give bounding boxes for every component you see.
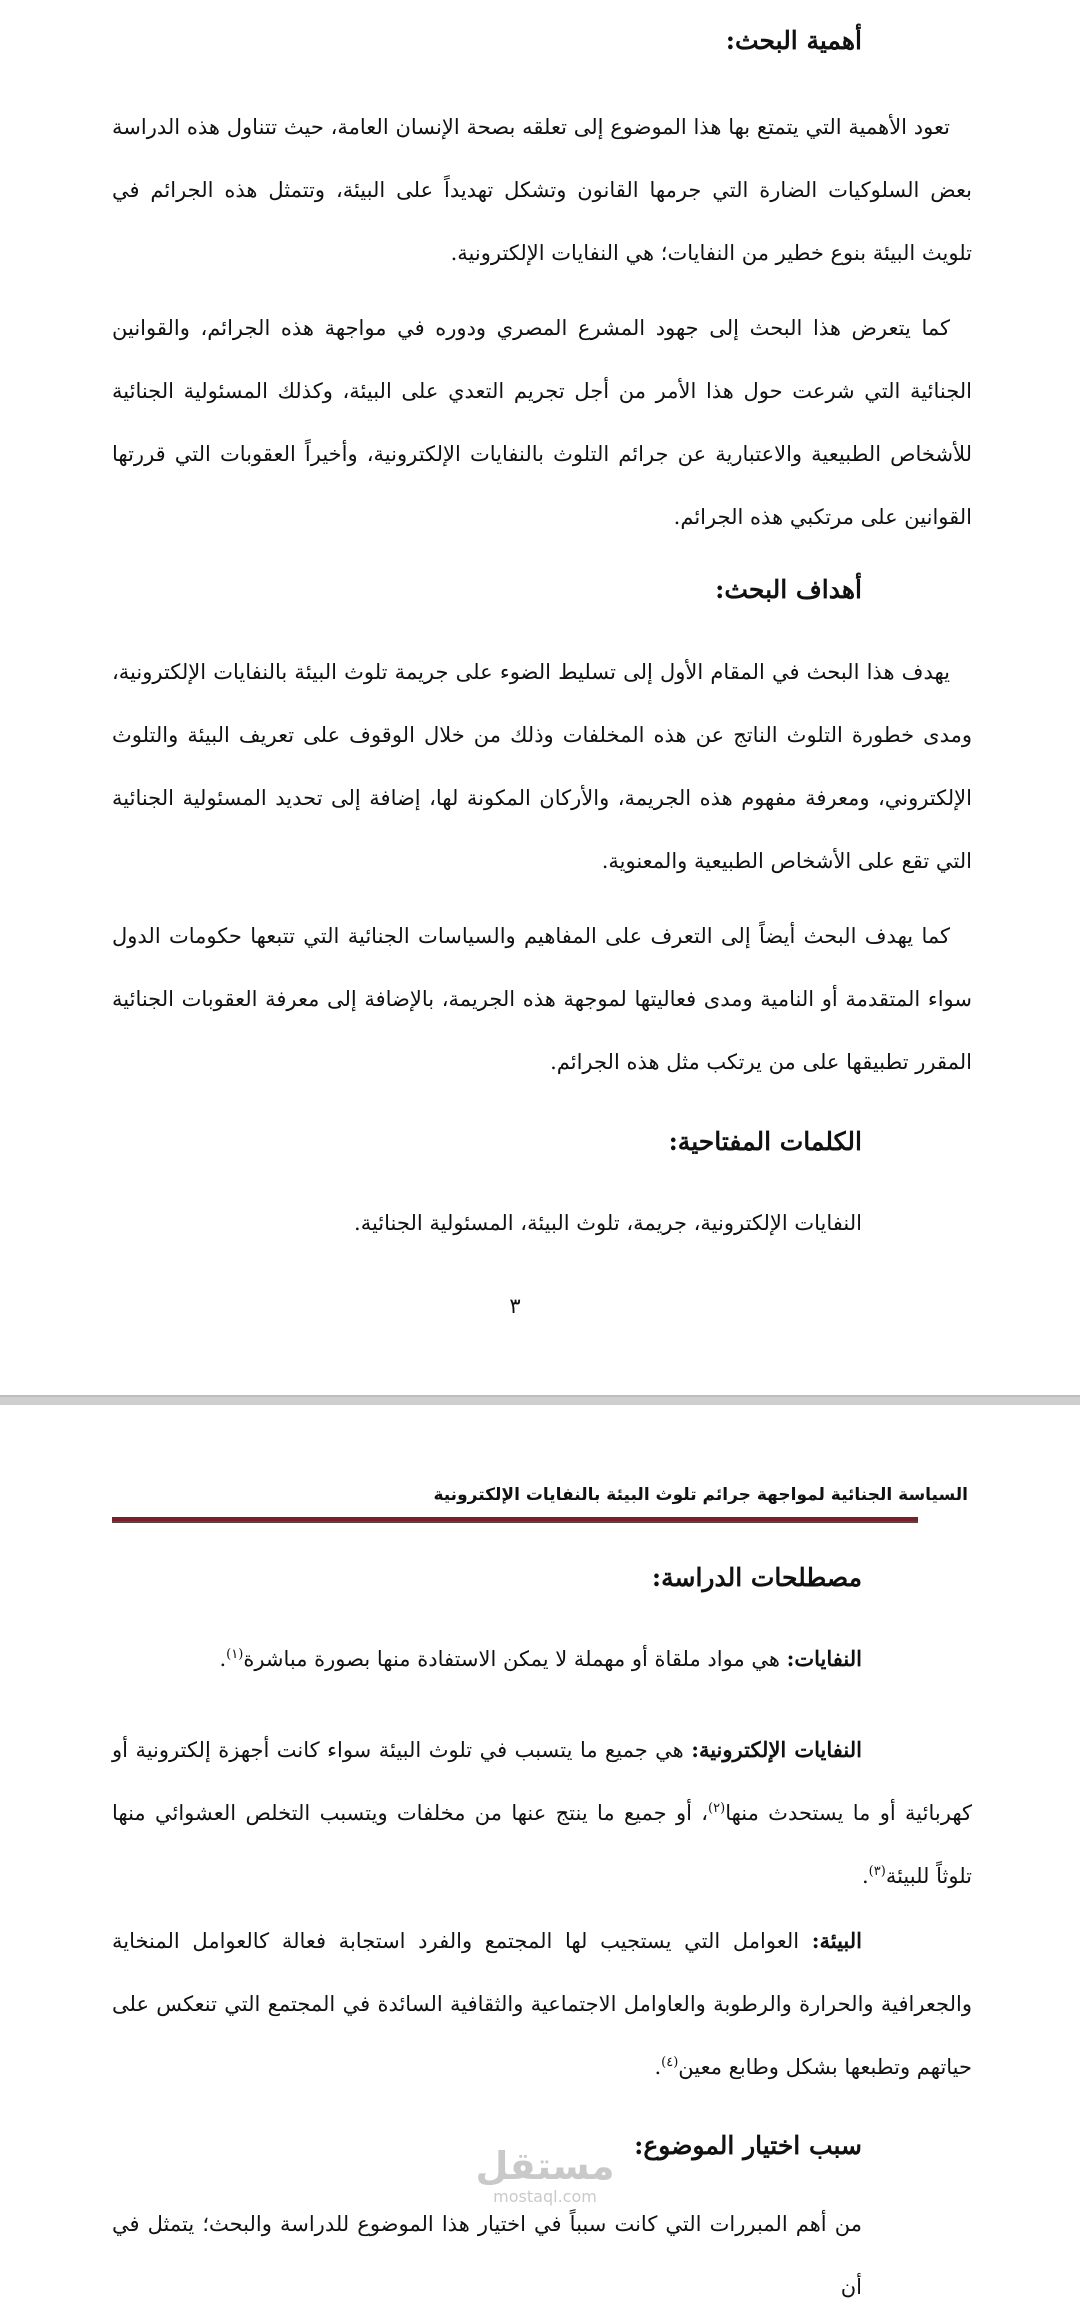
importance-paragraph-1: تعود الأهمية التي يتمتع بها هذا الموضوع إلى تعلقه بصحة الإنسان العامة، حيث تتناول هذه الدراسة بعض السلوكيات الضارة التي جرمها القانون وتشكل تهديداً على البيئة، وتتمثل هذه الجرائم في تلويث البيئة بنوع خطير من النفايات؛ هي النفايات الإلكترونية. xyxy=(112,115,972,265)
mostaql-watermark xyxy=(470,2144,620,2206)
footnote-ref-1[interactable]: (١) xyxy=(226,1647,244,1662)
objectives-heading: أهداف البحث: xyxy=(715,575,862,604)
objectives-paragraph-2: كما يهدف البحث أيضاً إلى التعرف على المفاهيم والسياسات الجنائية التي تتبعها حكومات الدول سواء المتقدمة أو النامية ومدى فعاليتها لموجهة هذه الجريمة، بالإضافة إلى معرفة العقوبات الجنائية المقرر تطبيقها على من يرتكب مثل هذه الجرائم. xyxy=(112,924,972,1074)
term-ewaste: النفايات الإلكترونية: هي جميع ما يتسبب في تلوث البيئة سواء كانت أجهزة إلكترونية أو كهربائية أو ما يستحدث منها$^{(٢)}$، أو جميع ما ينتج عنها من مخلفات ويتسبب التخلص العشوائي منها تلوثاً للبيئة$^{(٣)}$. xyxy=(112,1737,972,1888)
header-rule xyxy=(112,1517,918,1523)
term-waste: النفايات: هي مواد ملقاة أو مهملة لا يمكن الاستفادة منها بصورة مباشرة$^{(١)}$. xyxy=(219,1646,862,1671)
keywords-heading: الكلمات المفتاحية: xyxy=(668,1127,862,1156)
term-environment-definition: العوامل التي يستجيب لها المجتمع والفرد استجابة فعالة كالعوامل المنخاية والجعرافية والحرارة والرطوبة والعاوامل الاجتماعية والثقافية السائدة في المجتمع التي تنعكس على حياتهم وتطبعها بشكل وطابع معين xyxy=(112,1929,972,2079)
keywords-text: النفايات الإلكترونية، جريمة، تلوث البيئة، المسئولية الجنائية. xyxy=(354,1211,862,1235)
importance-paragraph-2: كما يتعرض هذا البحث إلى جهود المشرع المصري ودوره في مواجهة هذه الجرائم، والقوانين الجنائية التي شرعت حول هذا الأمر من أجل تجريم التعدي على البيئة، وكذلك المسئولية الجنائية للأشخاص الطبيعية والاعتبارية عن جرائم التلوث بالنفايات الإلكترونية، وأخيراً العقوبات التي قررتها القوانين على مرتكبي هذه الجرائم. xyxy=(112,316,972,529)
terms-heading: مصطلحات الدراسة: xyxy=(651,1563,862,1592)
importance-heading: أهمية البحث: xyxy=(725,26,862,55)
reason-heading: سبب اختيار الموضوع: xyxy=(634,2131,862,2160)
page-number: ٣ xyxy=(509,1294,521,1318)
footnote-ref-2[interactable]: (٢) xyxy=(708,1801,726,1816)
watermark-logo-text: مستقل xyxy=(475,2144,615,2188)
page-separator xyxy=(0,1395,1080,1405)
term-waste-label: النفايات: xyxy=(786,1646,862,1671)
term-ewaste-definition-a: هي جميع ما يتسبب في تلوث البيئة سواء كانت أجهزة إلكترونية أو كهربائية أو ما يستحدث منها xyxy=(112,1738,972,1825)
objectives-paragraph-1: يهدف هذا البحث في المقام الأول إلى تسليط الضوء على جريمة تلوث البيئة بالنفايات الإلكترونية، ومدى خطورة التلوث الناتج عن هذه المخلفات وذلك من خلال الوقوف على تعريف البيئة والتلوث الإلكتروني، ومعرفة مفهوم هذه الجريمة، والأركان المكونة لها، إضافة إلى تحديد المسئولية الجنائية التي تقع على الأشخاص الطبيعية والمعنوية. xyxy=(112,660,973,873)
running-header: السياسة الجنائية لمواجهة جرائم تلوث البيئة بالنفايات الإلكترونية xyxy=(433,1485,968,1505)
footnote-ref-3[interactable]: (٣) xyxy=(868,1864,886,1879)
term-environment: البيئة: العوامل التي يستجيب لها المجتمع والفرد استجابة فعالة كالعوامل المنخاية والجعرافية والحرارة والرطوبة والعاوامل الاجتماعية والثقافية السائدة في المجتمع التي تنعكس على حياتهم وتطبعها بشكل وطابع معين$^{(٤)}$. xyxy=(112,1928,972,2079)
term-ewaste-definition-b: ، أو جميع ما ينتج عنها من مخلفات ويتسبب التخلص العشوائي منها تلوثاً للبيئة xyxy=(112,1801,972,1888)
footnote-ref-4[interactable]: (٤) xyxy=(661,2055,679,2070)
document-page-4 xyxy=(0,1405,1080,2299)
term-environment-label: البيئة: xyxy=(811,1928,862,1953)
term-waste-definition: هي مواد ملقاة أو مهملة لا يمكن الاستفادة منها بصورة مباشرة xyxy=(243,1647,780,1671)
term-ewaste-label: النفايات الإلكترونية: xyxy=(691,1737,862,1762)
watermark-url: mostaql.com xyxy=(493,2187,597,2206)
reason-paragraph: من أهم المبررات التي كانت سبباً في اختيار هذا الموضوع للدراسة والبحث؛ يتمثل في أن xyxy=(112,2212,862,2299)
